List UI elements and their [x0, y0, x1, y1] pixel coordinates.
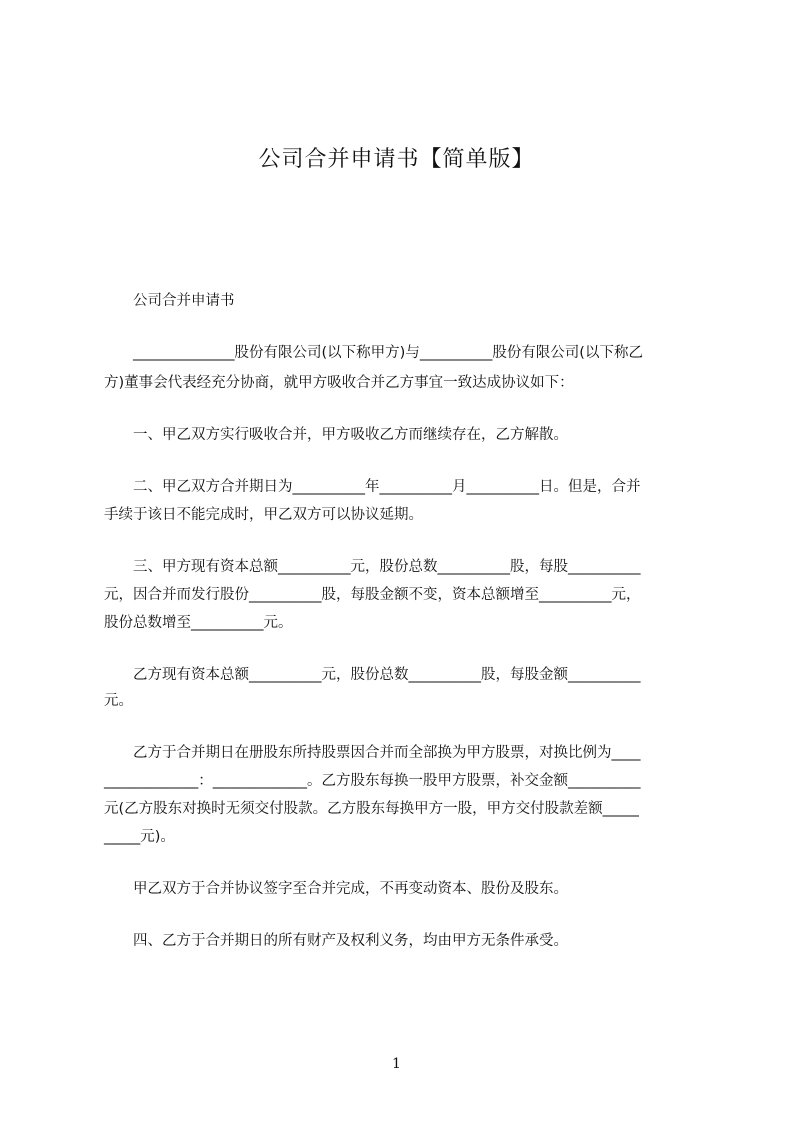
- parties-line-2: 方)董事会代表经充分协商，就甲方吸收合并乙方事宜一致达成协议如下：: [104, 375, 574, 391]
- clause-4-line: 四、乙方于合并期日的所有财产及权利义务，均由甲方无条件承受。: [104, 933, 568, 949]
- exchange-line-3: 元(乙方股东对换时无须交付股款。乙方股东每换甲方一股，甲方交付股款差额_____: [104, 801, 639, 817]
- no-change-line: 甲乙双方于合并协议签字至合并完成，不再变动资本、股份及股东。: [104, 881, 568, 897]
- document-title: 公司合并申请书【简单版】: [258, 147, 535, 172]
- doc-heading-line: 公司合并申请书: [104, 293, 235, 309]
- clause-2-line-2: 手续于该日不能完成时，甲乙双方可以协议延期。: [104, 507, 423, 523]
- clause-3-line-1: 三、甲方现有资本总额__________元，股份总数__________股，每股__________: [104, 559, 641, 575]
- party-b-capital-line-1: 乙方现有资本总额__________元，股份总数__________股，每股金额__________: [104, 667, 641, 683]
- exchange-line-2: _____________：_____________。乙方股东每换一股甲方股票，补交金额__________: [104, 773, 641, 789]
- clause-2-line-1: 二、甲乙双方合并期日为__________年__________月__________日。但是，合并: [104, 479, 641, 495]
- exchange-line-4: _____元)。: [104, 829, 175, 845]
- exchange-line-1: 乙方于合并期日在册股东所持股票因合并而全部换为甲方股票，对换比例为____: [104, 745, 641, 761]
- clause-3-line-3: 股份总数增至__________元。: [104, 615, 293, 631]
- clause-1-line: 一、甲乙双方实行吸收合并，甲方吸收乙方而继续存在，乙方解散。: [104, 427, 568, 443]
- clause-3-line-2: 元，因合并而发行股份__________股，每股金额不变，资本总额增至__________元，: [104, 587, 641, 603]
- parties-line-1: ______________股份有限公司(以下称甲方)与__________股份有限公司(以下称乙: [104, 345, 643, 361]
- page-number: 1: [392, 1056, 401, 1072]
- party-b-capital-line-2: 元。: [104, 693, 133, 709]
